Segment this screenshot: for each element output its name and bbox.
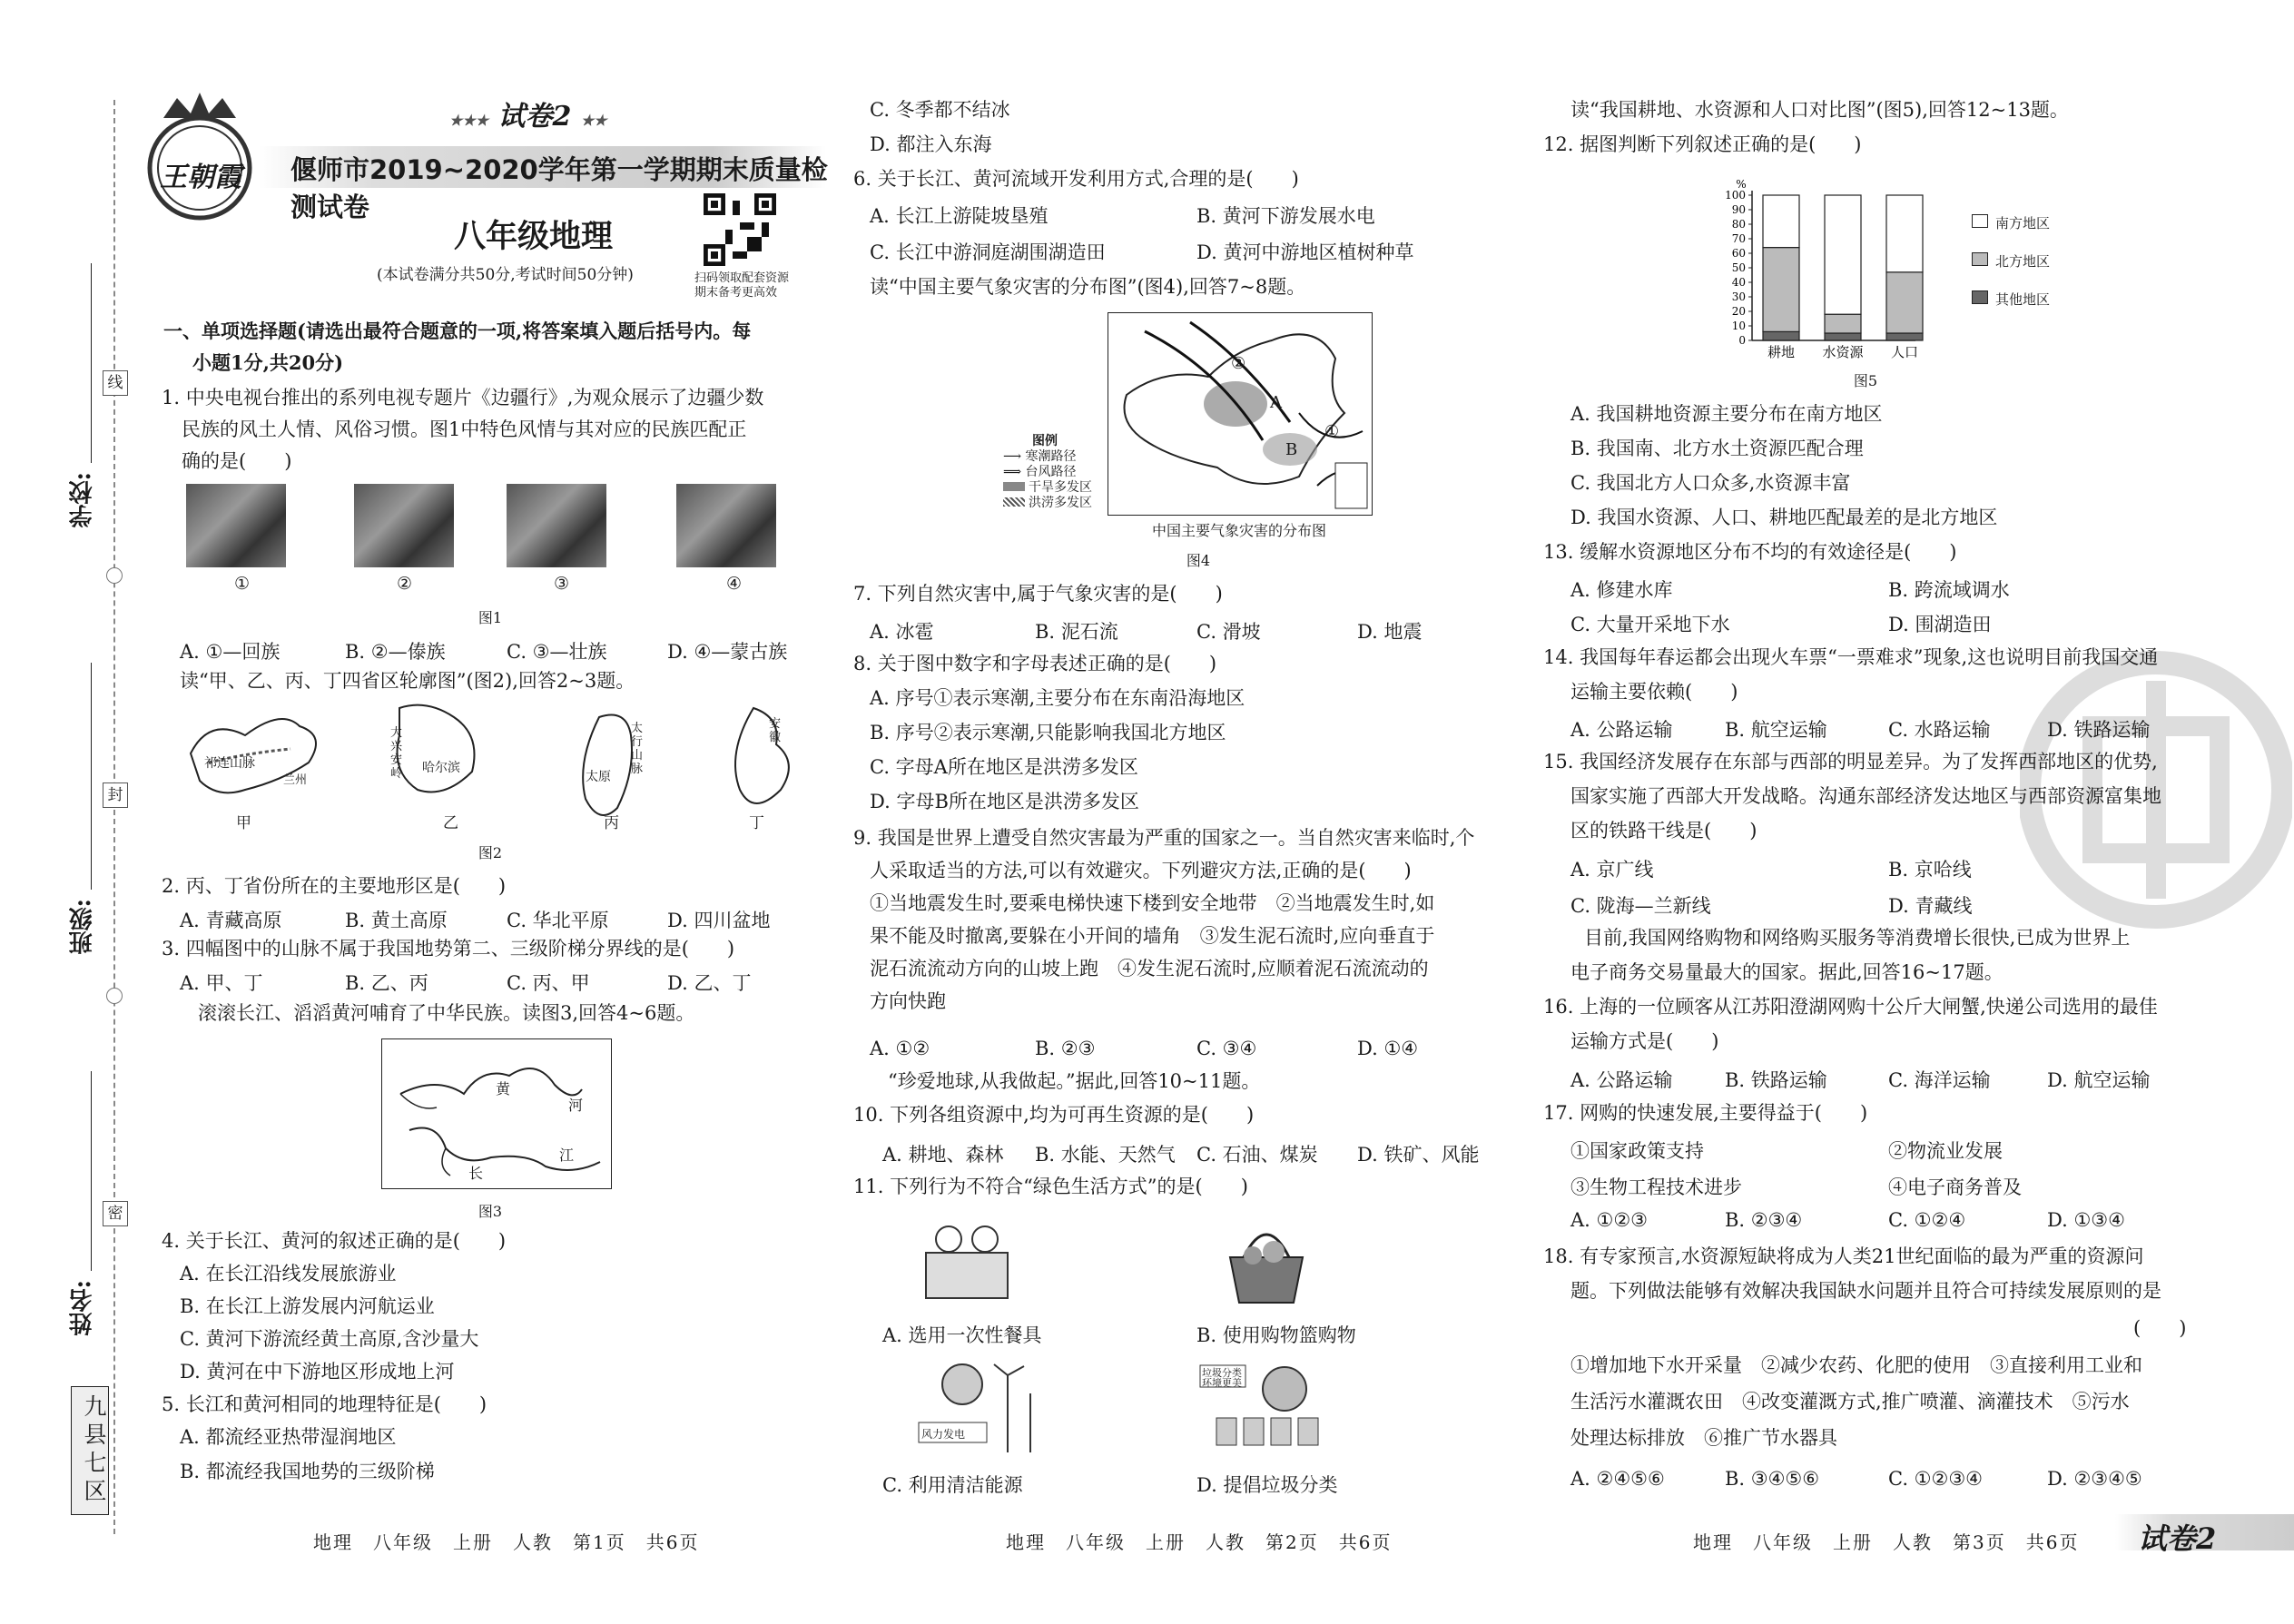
y-tick-label: 20: [1731, 305, 1746, 318]
province-label: 丙: [604, 814, 619, 832]
option-a: A. 都流经亚热带湿润地区: [180, 1426, 397, 1448]
province-label: 甲: [236, 814, 251, 832]
legend-title: 图例: [1032, 434, 1058, 448]
footer-tag: 试卷2: [2138, 1521, 2217, 1556]
option-d: D. 提倡垃圾分类: [1196, 1474, 1338, 1496]
school-blank: [91, 263, 92, 463]
disposable-tableware-illustration: [917, 1216, 1017, 1307]
q18-line2: 题。下列做法能够有效解决我国缺水问题并且符合可持续发展原则的是: [1570, 1280, 2161, 1302]
bar-segment: [1825, 314, 1861, 333]
q2-stem: 2. 丙、丁省份所在的主要地形区是( ): [162, 875, 507, 897]
option-a: A. 公路运输: [1570, 719, 1673, 741]
river-label: 长: [468, 1165, 484, 1182]
exam-tag: [449, 94, 607, 133]
option-d: D. 围湖造田: [1888, 614, 1992, 635]
exam-title: 偃师市2019~2020学年第一学期期末质量检测试卷: [290, 154, 828, 222]
q10-intro: “珍爱地球,从我做起。”据此,回答10~11题。: [888, 1070, 1261, 1092]
option-b: B. 在长江上游发展内河航运业: [180, 1295, 435, 1317]
x-tick-label: 水资源: [1822, 344, 1864, 360]
map-marker: A: [1270, 393, 1282, 412]
class-label: 班级:: [69, 899, 96, 955]
photo-4: [676, 484, 776, 567]
map-label: 大兴安岭: [390, 726, 403, 781]
option-a: A. 在长江沿线发展旅游业: [180, 1263, 397, 1284]
option-a: A. 长江上游陡坡垦殖: [870, 205, 1049, 227]
q18-line4: ①增加地下水开采量 ②减少农药、化肥的使用 ③直接利用工业和: [1570, 1354, 2142, 1376]
bar-segment: [1825, 333, 1861, 340]
option-c: C. 冬季都不结冰: [870, 99, 1010, 121]
option-c: C. 利用清洁能源: [882, 1474, 1023, 1496]
map-label: 安徽: [769, 717, 782, 744]
option-d: D. 铁路运输: [2047, 719, 2151, 741]
option-d: D. 都注入东海: [870, 133, 992, 155]
option-d: D. 航空运输: [2047, 1069, 2151, 1091]
other-swatch-icon: [1972, 290, 1988, 304]
province-outlines: [172, 699, 826, 835]
photo-3: [507, 484, 606, 567]
q9-line4: 果不能及时撤离,要躲在小开间的墙角 ③发生泥石流时,应向垂直于: [870, 925, 1435, 947]
qr-code[interactable]: [704, 193, 776, 266]
star-icon: ★★: [580, 112, 607, 129]
map-label: 兰州: [283, 773, 308, 787]
punch-hole: [106, 988, 123, 1004]
option-b: B. 我国南、北方水土资源匹配合理: [1570, 438, 1864, 459]
option-c: C. 海洋运输: [1888, 1069, 1991, 1091]
option-d: D. 黄河在中下游地区形成地上河: [180, 1361, 455, 1383]
figure-caption: 图2: [478, 844, 503, 861]
option-d: D. ①③④: [2047, 1209, 2125, 1231]
option-a: A. 冰雹: [870, 621, 934, 643]
wind-power-label: 风力发电: [921, 1428, 966, 1441]
option-d: D. 字母B所在地区是洪涝多发区: [870, 791, 1139, 812]
south-swatch-icon: [1972, 214, 1988, 228]
q4-stem: 4. 关于长江、黄河的叙述正确的是( ): [162, 1230, 507, 1252]
option-b: B. 泥石流: [1035, 621, 1118, 643]
photo-label-4: ④: [726, 574, 743, 594]
photo-1: [186, 484, 286, 567]
x-tick-label: 人口: [1890, 344, 1919, 360]
option-a: A. 序号①表示寒潮,主要分布在东南沿海地区: [870, 687, 1245, 709]
option-b: B. ②—傣族: [345, 641, 446, 663]
option-c: C. 我国北方人口众多,水资源丰富: [1570, 472, 1851, 494]
option-a: A. ①—回族: [180, 641, 281, 663]
map-label: 太原: [586, 770, 611, 784]
statement-item: ②物流业发展: [1888, 1140, 2003, 1162]
option-b: B. 铁路运输: [1725, 1069, 1827, 1091]
name-label: 姓名:: [69, 1280, 96, 1336]
bar-segment: [1886, 333, 1923, 340]
clean-energy-illustration: [917, 1357, 1044, 1457]
qr-caption-1: 扫码领取配套资源: [694, 271, 790, 285]
region-label: 九县七区: [81, 1394, 107, 1507]
q1-line1: 1. 中央电视台推出的系列电视专题片《边疆行》,为观众展示了边疆少数: [162, 387, 764, 408]
y-tick-label: 40: [1731, 276, 1746, 289]
map-title: 中国主要气象灾害的分布图: [1151, 522, 1326, 539]
drought-swatch-icon: [1003, 482, 1025, 491]
page-footer: 地理 八年级 上册 人教 第2页 共6页: [1006, 1531, 1393, 1553]
river-label: 黄: [496, 1080, 511, 1097]
page-footer: 地理 八年级 上册 人教 第3页 共6页: [1693, 1531, 2080, 1553]
option-a: A. 京广线: [1570, 859, 1654, 881]
option-d: D. 四川盆地: [667, 910, 771, 931]
option-c: C. 大量开采地下水: [1570, 614, 1730, 635]
option-b: B. 京哈线: [1888, 859, 1972, 881]
bar-segment: [1763, 248, 1799, 332]
section-heading: 一、单项选择题(请选出最符合题意的一项,将答案填入题后括号内。每: [163, 320, 752, 342]
school-label: 学校:: [69, 472, 96, 528]
option-d: D. 乙、丁: [667, 972, 752, 994]
option-a: A. 我国耕地资源主要分布在南方地区: [1570, 403, 1883, 425]
legend-item: 南方地区: [1972, 204, 2050, 242]
binding-line: [113, 100, 115, 1534]
q8-stem: 8. 关于图中数字和字母表述正确的是( ): [853, 653, 1217, 674]
exam-tag-text: 试卷2: [497, 101, 572, 133]
q9-line3: ①当地震发生时,要乘电梯快速下楼到安全地带 ②当地震发生时,如: [870, 892, 1435, 914]
header: [145, 86, 835, 322]
statement-item: ①国家政策支持: [1570, 1140, 1704, 1162]
option-a: A. ①②: [870, 1038, 930, 1059]
option-d: D. ②③④⑤: [2047, 1468, 2142, 1490]
fig4-intro: 读“中国主要气象灾害的分布图”(图4),回答7~8题。: [870, 276, 1306, 298]
option-b: B. ③④⑤⑥: [1725, 1468, 1820, 1490]
q14-line2: 运输主要依赖( ): [1570, 681, 1738, 703]
province-label: 丁: [749, 814, 764, 832]
q15-line1: 15. 我国经济发展存在东部与西部的明显差异。为了发挥西部地区的优势,: [1543, 751, 2158, 773]
option-c: C. 长江中游洞庭湖围湖造田: [870, 241, 1106, 263]
option-d: D. ①④: [1357, 1038, 1419, 1059]
option-b: B. 跨流域调水: [1888, 579, 2010, 601]
page-footer: 地理 八年级 上册 人教 第1页 共6页: [313, 1531, 700, 1553]
logo-text: 王朝霞: [160, 162, 241, 193]
option-c: C. ①②③④: [1888, 1468, 1983, 1490]
y-tick-label: 10: [1731, 320, 1746, 332]
q7-stem: 7. 下列自然灾害中,属于气象灾害的是( ): [853, 583, 1223, 605]
option-b: B. 都流经我国地势的三级阶梯: [180, 1461, 435, 1482]
legend-item: 其他地区: [1972, 281, 2050, 319]
river-label: 河: [568, 1097, 584, 1114]
q12-stem: 12. 据图判断下列叙述正确的是( ): [1543, 133, 1862, 155]
option-d: D. ④—蒙古族: [667, 641, 788, 663]
q18-line1: 18. 有专家预言,水资源短缺将成为人类21世纪面临的最为严重的资源问: [1543, 1245, 2144, 1267]
map-marker: ①: [1324, 422, 1340, 441]
option-b: B. 使用购物篮购物: [1196, 1324, 1356, 1346]
q15-line2: 国家实施了西部大开发战略。沟通东部经济发达地区与西部资源富集地: [1570, 785, 2161, 807]
option-c: C. 水路运输: [1888, 719, 1991, 741]
y-tick-label: 50: [1731, 261, 1746, 274]
option-b: B. ②③: [1035, 1038, 1096, 1059]
q6-stem: 6. 关于长江、黄河流域开发利用方式,合理的是( ): [853, 168, 1299, 190]
arrow-icon: ⟹: [1003, 465, 1026, 479]
q13-stem: 13. 缓解水资源地区分布不均的有效途径是( ): [1543, 541, 1957, 563]
q9-line6: 方向快跑: [870, 990, 946, 1012]
option-c: C. 字母A所在地区是洪涝多发区: [870, 756, 1138, 778]
y-tick-label: 30: [1731, 290, 1746, 303]
x-tick-label: 耕地: [1767, 344, 1796, 360]
q18-line3: ( ): [2133, 1317, 2187, 1339]
q9-line2: 人采取适当的方法,可以有效避灾。下列避灾方法,正确的是( ): [870, 860, 1412, 881]
option-a: A. 青藏高原: [180, 910, 282, 931]
option-c: C. 丙、甲: [507, 972, 590, 994]
figure-caption: 图3: [478, 1203, 503, 1220]
option-b: B. 水能、天然气: [1035, 1144, 1176, 1166]
option-a: A. ②④⑤⑥: [1570, 1468, 1665, 1490]
y-tick-label: 90: [1731, 203, 1746, 216]
y-tick-label: 100: [1725, 189, 1746, 202]
flood-swatch-icon: [1003, 497, 1025, 507]
q16-line1: 16. 上海的一位顾客从江苏阳澄湖网购十公斤大闸蟹,快递公司选用的最佳: [1543, 996, 2158, 1018]
option-b: B. 黄土高原: [345, 910, 448, 931]
photo-label-3: ③: [554, 574, 570, 594]
province-label: 乙: [443, 814, 458, 832]
arrow-icon: ⟶: [1003, 449, 1026, 464]
y-tick-label: 70: [1731, 232, 1746, 245]
legend-item: 干旱多发区: [1003, 480, 1092, 496]
photo-label-2: ②: [397, 574, 413, 594]
bar-segment: [1763, 331, 1799, 340]
map-marker: ②: [1231, 354, 1246, 373]
name-blank: [91, 1071, 92, 1271]
subject-title: 八年级地理: [454, 219, 614, 255]
bar-segment: [1825, 195, 1861, 314]
option-c: C. 华北平原: [507, 910, 609, 931]
exam-note: (本试卷满分共50分,考试时间50分钟): [377, 266, 634, 284]
q5-stem: 5. 长江和黄河相同的地理特征是( ): [162, 1393, 487, 1415]
map-label: 哈尔滨: [422, 761, 460, 775]
option-a: A. 甲、丁: [180, 972, 263, 994]
map-legend: [1003, 434, 1092, 511]
chart-legend: [1972, 204, 2050, 319]
fig5-intro: 读“我国耕地、水资源和人口对比图”(图5),回答12~13题。: [1570, 99, 2069, 121]
watermark-seal: [2020, 626, 2292, 953]
bar-segment: [1886, 272, 1923, 333]
bar-segment: [1886, 195, 1923, 272]
statement-item: ④电子商务普及: [1888, 1176, 2022, 1198]
option-d: D. 青藏线: [1888, 895, 1973, 917]
option-a: A. 修建水库: [1570, 579, 1673, 601]
legend-item: ⟶ 寒潮路径: [1003, 449, 1077, 464]
option-b: B. ②③④: [1725, 1209, 1803, 1231]
north-swatch-icon: [1972, 252, 1988, 266]
legend-item: ⟹ 台风路径: [1003, 465, 1077, 479]
fig3-intro: 滚滚长江、滔滔黄河哺育了中华民族。读图3,回答4~6题。: [198, 1002, 695, 1024]
q16-intro-2: 电子商务交易量最大的国家。据此,回答16~17题。: [1570, 961, 2004, 983]
close-tag: 密: [103, 1201, 128, 1226]
q18-line6: 处理达标排放 ⑥推广节水器具: [1570, 1427, 1837, 1449]
q1-line2: 民族的风土人情、风俗习惯。图1中特色风情与其对应的民族匹配正: [182, 418, 747, 440]
q9-line5: 泥石流流动方向的山坡上跑 ④发生泥石流时,应顺着泥石流流动的: [870, 958, 1429, 979]
option-d: D. 黄河中游地区植树种草: [1196, 241, 1414, 263]
y-tick-label: 0: [1738, 334, 1746, 347]
q16-line2: 运输方式是( ): [1570, 1030, 1719, 1052]
q3-stem: 3. 四幅图中的山脉不属于我国地势第二、三级阶梯分界线的是( ): [162, 938, 735, 960]
section-heading-2: 小题1分,共20分): [192, 351, 344, 374]
legend-item: 洪涝多发区: [1003, 496, 1092, 511]
option-c: C. ①②④: [1888, 1209, 1966, 1231]
figure-caption: 图4: [1186, 552, 1211, 569]
option-c: C. ③—壮族: [507, 641, 607, 663]
map-label: 祁连山脉: [204, 756, 255, 771]
q10-stem: 10. 下列各组资源中,均为可再生资源的是( ): [853, 1104, 1255, 1126]
statement-item: ③生物工程技术进步: [1570, 1176, 1742, 1198]
option-b: B. 序号②表示寒潮,只能影响我国北方地区: [870, 722, 1226, 743]
q1-line3: 确的是( ): [182, 450, 292, 472]
bar-segment: [1763, 195, 1799, 248]
q18-line5: 生活污水灌溉农田 ④改变灌溉方式,推广喷灌、滴灌技术 ⑤污水: [1570, 1391, 2130, 1412]
figure-4-map: [1108, 312, 1373, 516]
figure-caption: 图1: [478, 609, 503, 626]
region-box: [71, 1386, 109, 1515]
option-c: C. 石油、煤炭: [1196, 1144, 1318, 1166]
photo-label-1: ①: [234, 574, 251, 594]
photo-2: [354, 484, 454, 567]
fig2-intro: 读“甲、乙、丙、丁四省区轮廓图”(图2),回答2~3题。: [180, 670, 635, 692]
q14-line1: 14. 我国每年春运都会出现火车票“一票难求”现象,这也说明目前我国交通: [1543, 646, 2159, 668]
figure-caption: 图5: [1853, 372, 1878, 389]
option-a: A. 耕地、森林: [882, 1144, 1004, 1166]
option-c: C. 黄河下游流经黄土高原,含沙量大: [180, 1328, 479, 1350]
q16-intro-1: 目前,我国网络购物和网络购买服务等消费增长很快,已成为世界上: [1584, 927, 2131, 949]
line-tag: 线: [103, 370, 128, 396]
option-c: C. 滑坡: [1196, 621, 1261, 643]
punch-hole: [106, 567, 123, 584]
seal-tag: 封: [103, 782, 128, 808]
binding-margin: [0, 0, 127, 1624]
class-blank: [91, 663, 92, 890]
legend-item: 北方地区: [1972, 242, 2050, 281]
shopping-basket-illustration: [1221, 1221, 1312, 1307]
option-c: C. 陇海—兰新线: [1570, 895, 1711, 917]
y-tick-label: 80: [1731, 218, 1746, 231]
option-b: B. 乙、丙: [345, 972, 428, 994]
y-unit-label: %: [1736, 178, 1747, 191]
map-label: 太行山脉: [631, 722, 644, 776]
option-d: D. 我国水资源、人口、耕地匹配最差的是北方地区: [1570, 507, 1998, 528]
figure-3-map: [381, 1038, 612, 1189]
garbage-sort-label: 垃圾分类 环境更美: [1202, 1367, 1242, 1389]
option-c: C. ③④: [1196, 1038, 1257, 1059]
y-tick-label: 60: [1731, 247, 1746, 260]
q17-stem: 17. 网购的快速发展,主要得益于( ): [1543, 1102, 1868, 1124]
map-marker: B: [1285, 440, 1298, 459]
option-a: A. 公路运输: [1570, 1069, 1673, 1091]
option-d: D. 地震: [1357, 621, 1423, 643]
qr-caption-2: 期末备考更高效: [694, 286, 778, 300]
option-a: A. ①②③: [1570, 1209, 1648, 1231]
river-label: 江: [559, 1147, 575, 1164]
q15-line3: 区的铁路干线是( ): [1570, 820, 1757, 842]
option-b: B. 黄河下游发展水电: [1196, 205, 1375, 227]
q9-line1: 9. 我国是世界上遭受自然灾害最为严重的国家之一。当自然灾害来临时,个: [853, 827, 1475, 849]
option-b: B. 航空运输: [1725, 719, 1827, 741]
option-a: A. 选用一次性餐具: [882, 1324, 1042, 1346]
option-d: D. 铁矿、风能: [1357, 1144, 1480, 1166]
q11-stem: 11. 下列行为不符合“绿色生活方式”的是( ): [853, 1176, 1248, 1197]
star-icon: ★★★: [449, 112, 489, 129]
